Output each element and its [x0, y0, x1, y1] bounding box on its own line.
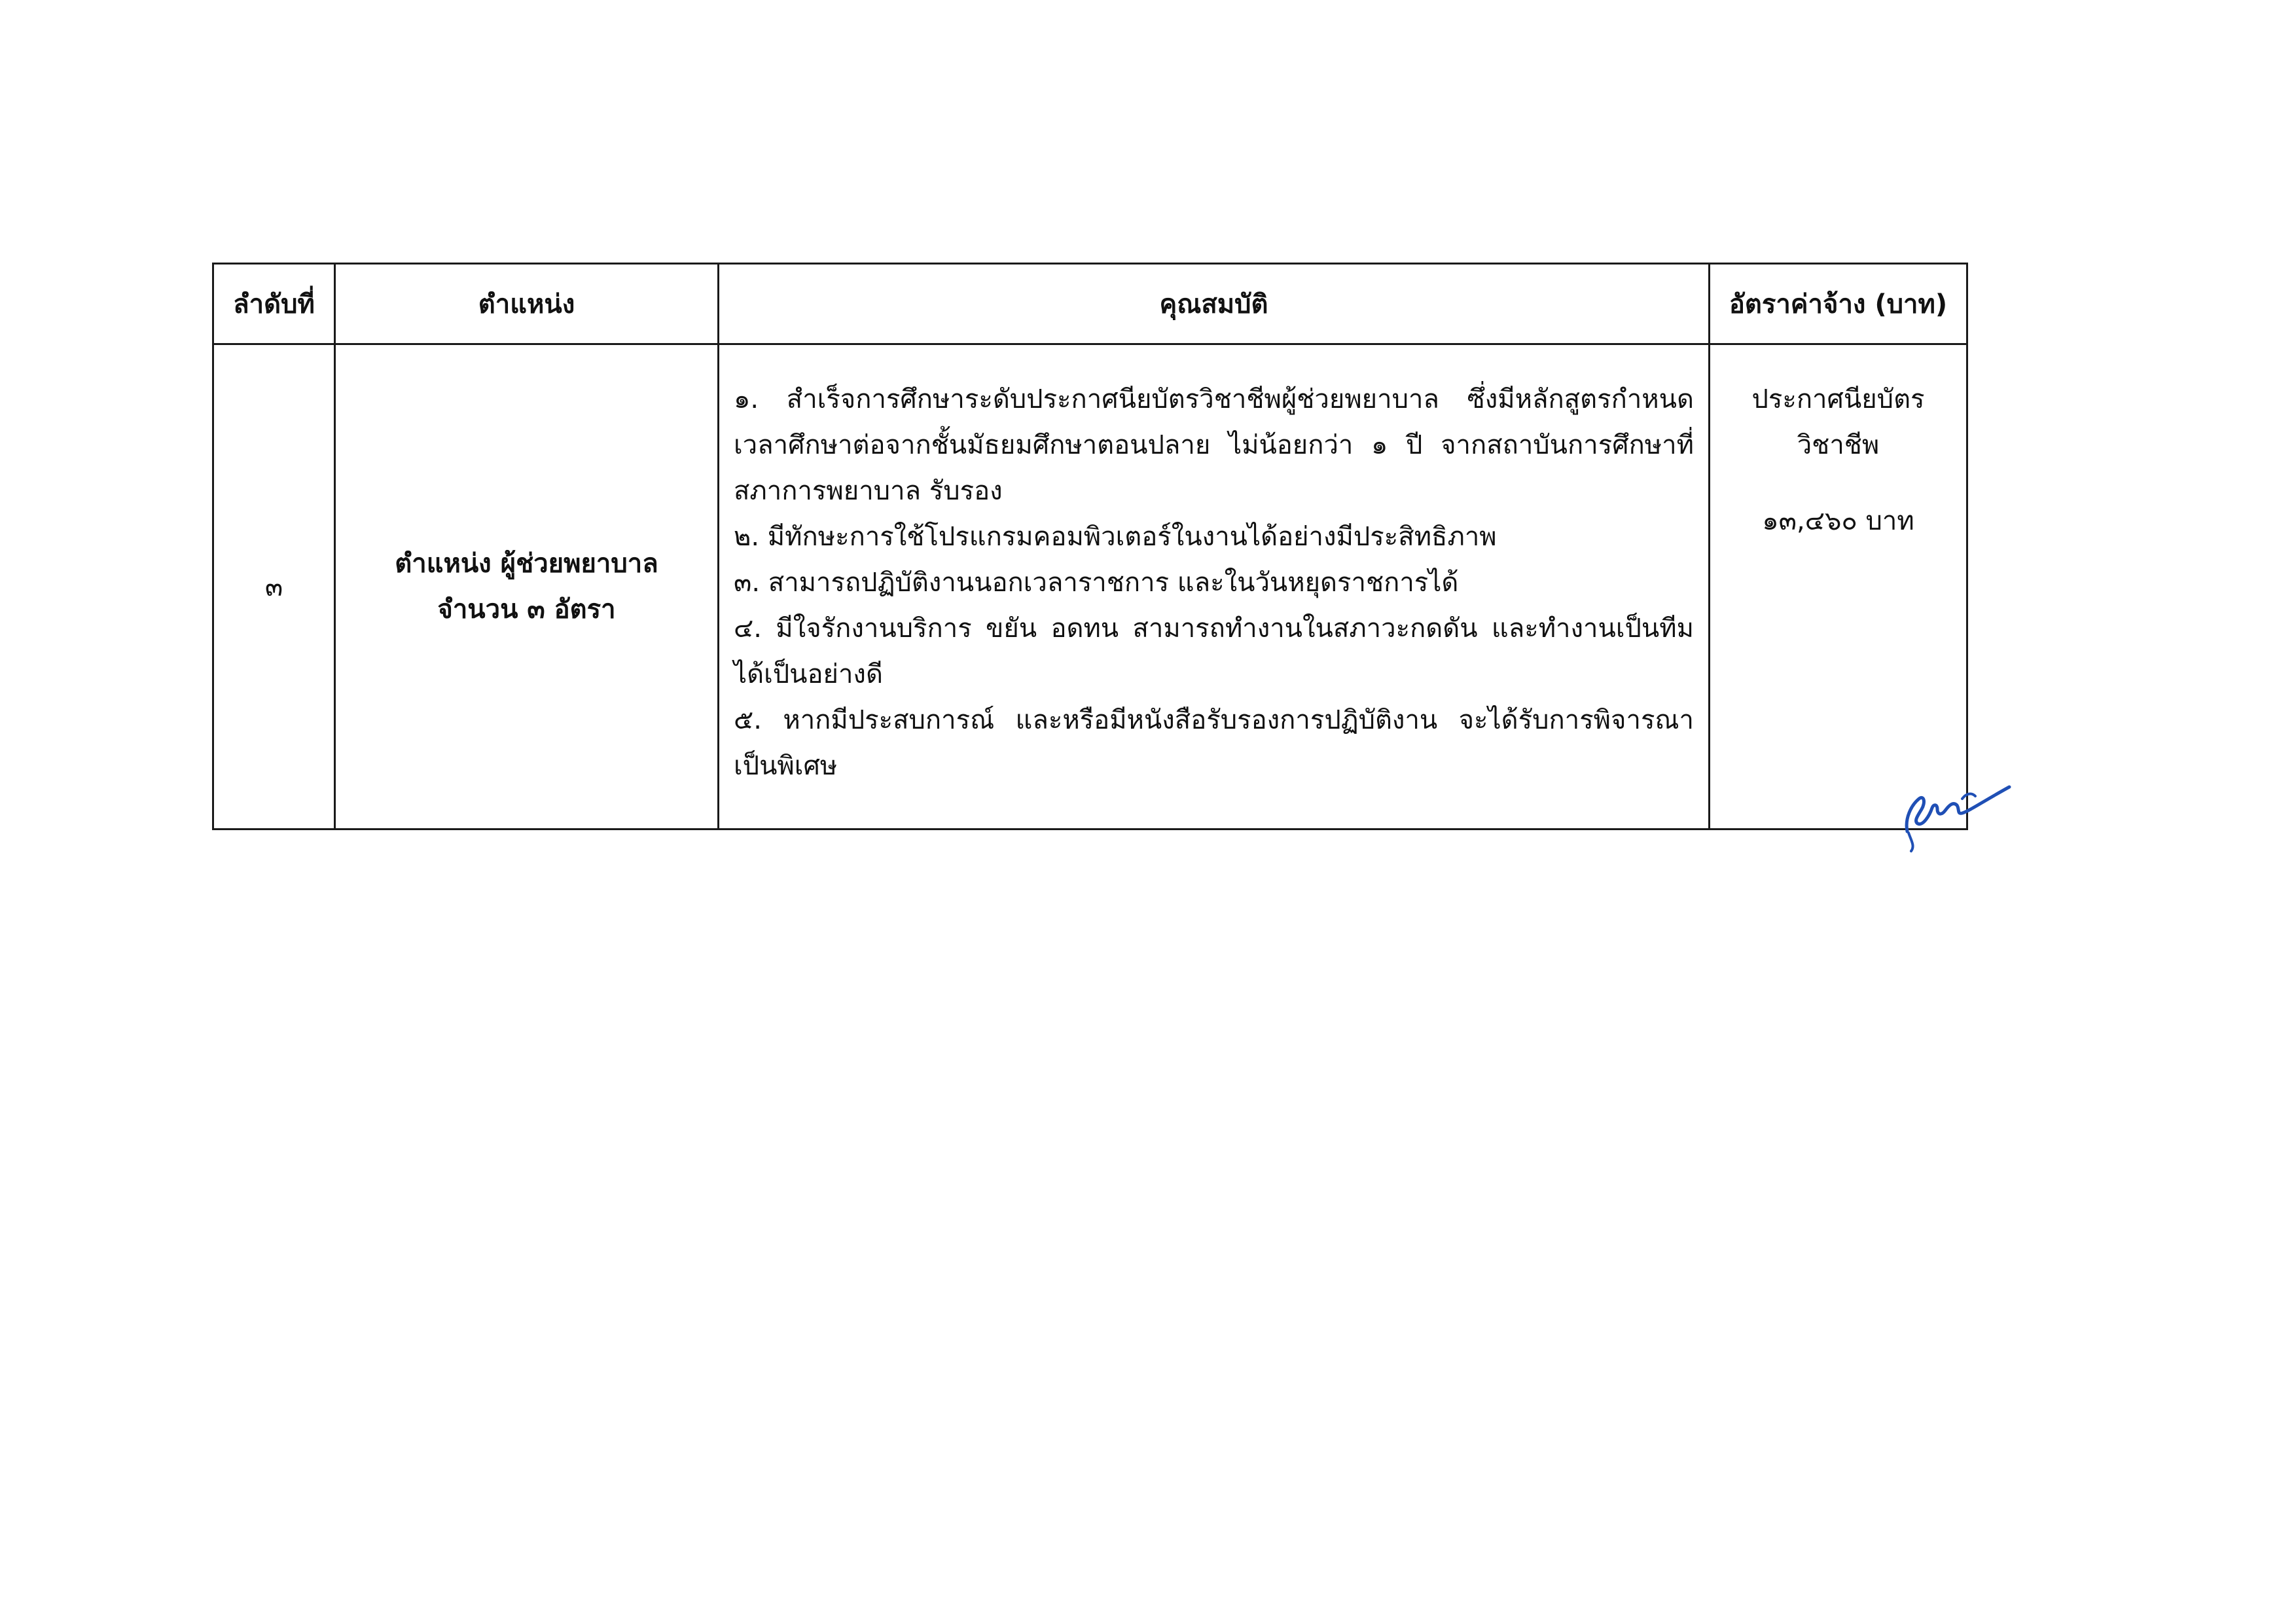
recruitment-table [212, 263, 1968, 830]
header-qualifications: คุณสมบัติ [719, 264, 1710, 344]
handwritten-signature [1885, 753, 2016, 858]
pay-certificate: ประกาศนียบัตร [1751, 384, 1925, 414]
qualifications-cell [719, 344, 1710, 830]
header-pay: อัตราค่าจ้าง (บาท) [1710, 264, 1967, 344]
row-number: ๓ [213, 344, 335, 830]
table-row [213, 344, 1967, 830]
pay-certificate-type: วิชาชีพ [1797, 430, 1880, 460]
qualification-item-3: ๓. สามารถปฏิบัติงานนอกเวลาราชการ และในวันหยุดราชการได้ [734, 568, 1459, 598]
qualification-item-5: ๕. หากมีประสบการณ์ และหรือมีหนังสือรับรองการปฏิบัติงาน จะได้รับการพิจารณาเป็นพิเศษ [734, 705, 1694, 781]
header-position: ตำแหน่ง [335, 264, 719, 344]
qualification-item-2: ๒. มีทักษะการใช้โปรแกรมคอมพิวเตอร์ในงานได้อย่างมีประสิทธิภาพ [734, 522, 1497, 552]
position-title: ตำแหน่ง ผู้ช่วยพยาบาล [395, 549, 658, 579]
qualification-item-1: ๑. สำเร็จการศึกษาระดับประกาศนียบัตรวิชาชีพผู้ช่วยพยาบาล ซึ่งมีหลักสูตรกำหนดเวลาศึกษาต่อจากชั้นมัธยมศึกษาตอนปลาย ไม่น้อยกว่า ๑ ปี จากสถาบันการศึกษาที่สภาการพยาบาล รับรอง [734, 384, 1694, 506]
header-no: ลำดับที่ [213, 264, 335, 344]
position-cell [335, 344, 719, 830]
qualification-item-4: ๔. มีใจรักงานบริการ ขยัน อดทน สามารถทำงานในสภาวะกดดัน และทำงานเป็นทีมได้เป็นอย่างดี [734, 613, 1694, 689]
table-header-row [213, 264, 1967, 344]
pay-amount: ๑๓,๔๖๐ บาท [1762, 506, 1914, 536]
position-count: จำนวน ๓ อัตรา [437, 594, 616, 625]
